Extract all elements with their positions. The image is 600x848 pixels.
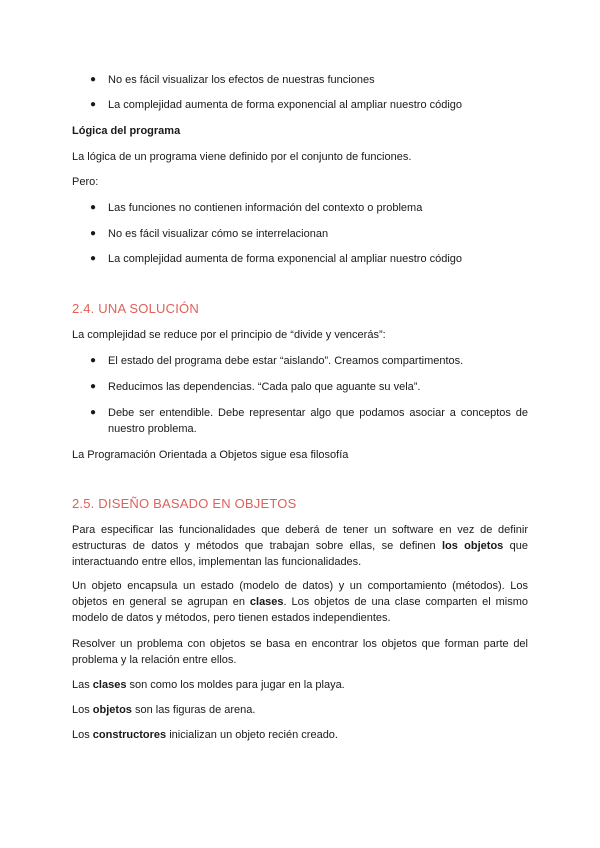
paragraph: Resolver un problema con objetos se basa en encontrar los objetos que forman parte del problema y la relación entre ellos. (72, 638, 528, 666)
section-2-4-intro: La complejidad se reduce por el principio de “divide y vencerás”: (72, 329, 386, 341)
paragraph: Los constructores inicializan un objeto recién creado. (72, 729, 338, 741)
bullet-icon: ● (90, 228, 97, 239)
pero-text: Pero: (72, 176, 99, 188)
list-item: ● Debe ser entendible. Debe representar algo que podamos asociar a conceptos de nuestro problema. (90, 407, 528, 435)
bold-term: constructores (92, 729, 167, 741)
bullet-icon: ● (90, 381, 97, 392)
paragraph: Las clases son como los moldes para jugar en la playa. (72, 679, 345, 691)
bullet-icon: ● (90, 202, 97, 213)
bold-term: clases (249, 596, 284, 608)
bullet-icon: ● (90, 99, 97, 110)
list-item: ● Las funciones no contienen información del contexto o problema (90, 202, 423, 214)
bold-term: objetos (92, 704, 132, 716)
bullet-icon: ● (90, 355, 97, 366)
list-item: ● Reducimos las dependencias. “Cada palo que aguante su vela”. (90, 381, 421, 393)
bold-term: clases (92, 679, 127, 691)
section-title-2-5: 2.5. DISEÑO BASADO EN OBJETOS (72, 496, 297, 511)
bold-term: los objetos (441, 540, 504, 552)
section-2-4-closing: La Programación Orientada a Objetos sigue esa filosofía (72, 449, 349, 461)
list-item: ● No es fácil visualizar los efectos de nuestras funciones (90, 74, 375, 86)
subheading-logica: Lógica del programa (72, 125, 181, 137)
paragraph: Los objetos son las figuras de arena. (72, 704, 256, 716)
bullet-icon: ● (90, 407, 97, 418)
section-title-2-4: 2.4. UNA SOLUCIÓN (72, 301, 199, 316)
paragraph: Para especificar las funcionalidades que deberá de tener un software en vez de definir estructuras de datos y métodos que trabajan sobre ellas, se definen los objetos que interactuando entre ellos, implementan las funcionalidades. (72, 524, 528, 568)
list-item: ● El estado del programa debe estar “aislando”. Creamos compartimentos. (90, 355, 464, 367)
list-item: ● La complejidad aumenta de forma exponencial al ampliar nuestro código (90, 99, 463, 111)
bullet-icon: ● (90, 253, 97, 264)
bullet-icon: ● (90, 74, 97, 85)
list-item: ● La complejidad aumenta de forma exponencial al ampliar nuestro código (90, 253, 463, 265)
logica-text: La lógica de un programa viene definido por el conjunto de funciones. (72, 151, 412, 163)
paragraph: Un objeto encapsula un estado (modelo de datos) y un comportamiento (métodos). Los objetos en general se agrupan en clases. Los objetos de una clase comparten el mismo modelo de datos y métodos, pero tienen estados independientes. (72, 580, 528, 624)
list-item: ● No es fácil visualizar cómo se interrelacionan (90, 228, 329, 240)
